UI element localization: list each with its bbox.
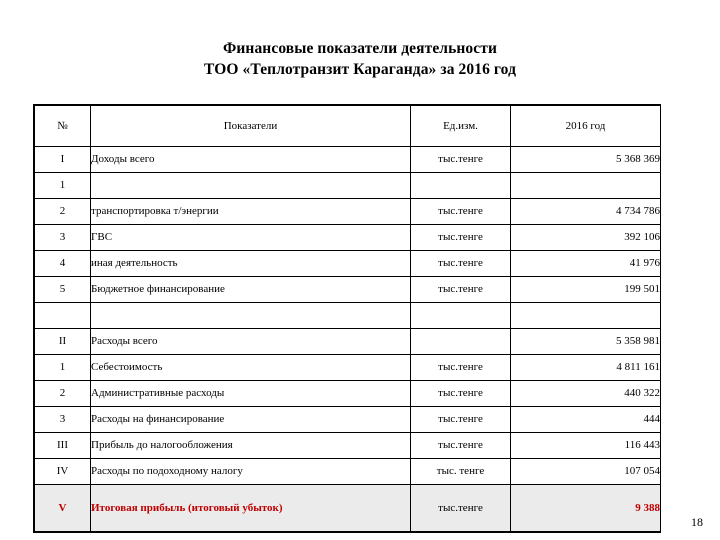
page-title xyxy=(0,38,720,80)
table-body xyxy=(35,106,661,532)
row-label: Доходы всего xyxy=(91,147,411,173)
row-value: 41 976 xyxy=(511,251,661,277)
title-line-1: Финансовые показатели деятельности xyxy=(222,40,498,57)
table-row xyxy=(35,459,661,485)
table-row xyxy=(35,329,661,355)
row-number: 5 xyxy=(35,277,91,303)
table-row xyxy=(35,225,661,251)
table-row xyxy=(35,277,661,303)
row-label: Расходы по подоходному налогу xyxy=(91,459,411,485)
row-unit xyxy=(411,329,511,355)
column-header-indicator: Показатели xyxy=(91,106,411,147)
row-unit: тыс.тенге xyxy=(411,277,511,303)
row-number: 4 xyxy=(35,251,91,277)
row-unit xyxy=(411,173,511,199)
row-value: 9 388 xyxy=(511,485,661,532)
column-header-year: 2016 год xyxy=(511,106,661,147)
row-number: 1 xyxy=(35,173,91,199)
row-number: 1 xyxy=(35,355,91,381)
row-number: III xyxy=(35,433,91,459)
row-value xyxy=(511,173,661,199)
row-number xyxy=(35,303,91,329)
table-row xyxy=(35,433,661,459)
row-label xyxy=(91,173,411,199)
row-value: 440 322 xyxy=(511,381,661,407)
row-unit: тыс. тенге xyxy=(411,459,511,485)
table-row xyxy=(35,199,661,225)
table-row xyxy=(35,147,661,173)
row-unit: тыс.тенге xyxy=(411,199,511,225)
row-number: 3 xyxy=(35,407,91,433)
table-row xyxy=(35,485,661,532)
table-row xyxy=(35,303,661,329)
row-unit: тыс.тенге xyxy=(411,381,511,407)
row-unit: тыс.тенге xyxy=(411,147,511,173)
row-value: 199 501 xyxy=(511,277,661,303)
page-number: 18 xyxy=(691,515,703,529)
row-value: 5 358 981 xyxy=(511,329,661,355)
row-number: II xyxy=(35,329,91,355)
table-row xyxy=(35,381,661,407)
row-unit: тыс.тенге xyxy=(411,225,511,251)
row-value: 4 734 786 xyxy=(511,199,661,225)
column-header-unit: Ед.изм. xyxy=(411,106,511,147)
row-unit: тыс.тенге xyxy=(411,407,511,433)
row-label: Расходы на финансирование xyxy=(91,407,411,433)
table-header-row xyxy=(35,106,661,147)
table-row xyxy=(35,251,661,277)
row-value: 392 106 xyxy=(511,225,661,251)
row-label: Расходы всего xyxy=(91,329,411,355)
row-label: Прибыль до налогообложения xyxy=(91,433,411,459)
row-label xyxy=(91,303,411,329)
row-unit: тыс.тенге xyxy=(411,485,511,532)
row-number: 2 xyxy=(35,199,91,225)
row-number: V xyxy=(35,485,91,532)
row-unit: тыс.тенге xyxy=(411,251,511,277)
row-unit xyxy=(411,303,511,329)
row-label: Итоговая прибыль (итоговый убыток) xyxy=(91,485,411,532)
row-number: 2 xyxy=(35,381,91,407)
title-line-2: ТОО «Теплотранзит Караганда» за 2016 год xyxy=(203,61,517,78)
financial-indicators-table xyxy=(34,105,661,532)
row-unit: тыс.тенге xyxy=(411,355,511,381)
row-label: Административные расходы xyxy=(91,381,411,407)
row-label: Себестоимость xyxy=(91,355,411,381)
row-value: 5 368 369 xyxy=(511,147,661,173)
row-value: 4 811 161 xyxy=(511,355,661,381)
row-unit: тыс.тенге xyxy=(411,433,511,459)
row-number: IV xyxy=(35,459,91,485)
table-row xyxy=(35,355,661,381)
row-value: 107 054 xyxy=(511,459,661,485)
row-label: ГВС xyxy=(91,225,411,251)
row-value: 444 xyxy=(511,407,661,433)
financial-table-container xyxy=(34,105,660,532)
row-value: 116 443 xyxy=(511,433,661,459)
row-number: 3 xyxy=(35,225,91,251)
row-number: I xyxy=(35,147,91,173)
column-header-number: № xyxy=(35,106,91,147)
row-label: Бюджетное финансирование xyxy=(91,277,411,303)
table-row xyxy=(35,407,661,433)
row-value xyxy=(511,303,661,329)
table-row xyxy=(35,173,661,199)
row-label: иная деятельность xyxy=(91,251,411,277)
row-label: транспортировка т/энергии xyxy=(91,199,411,225)
